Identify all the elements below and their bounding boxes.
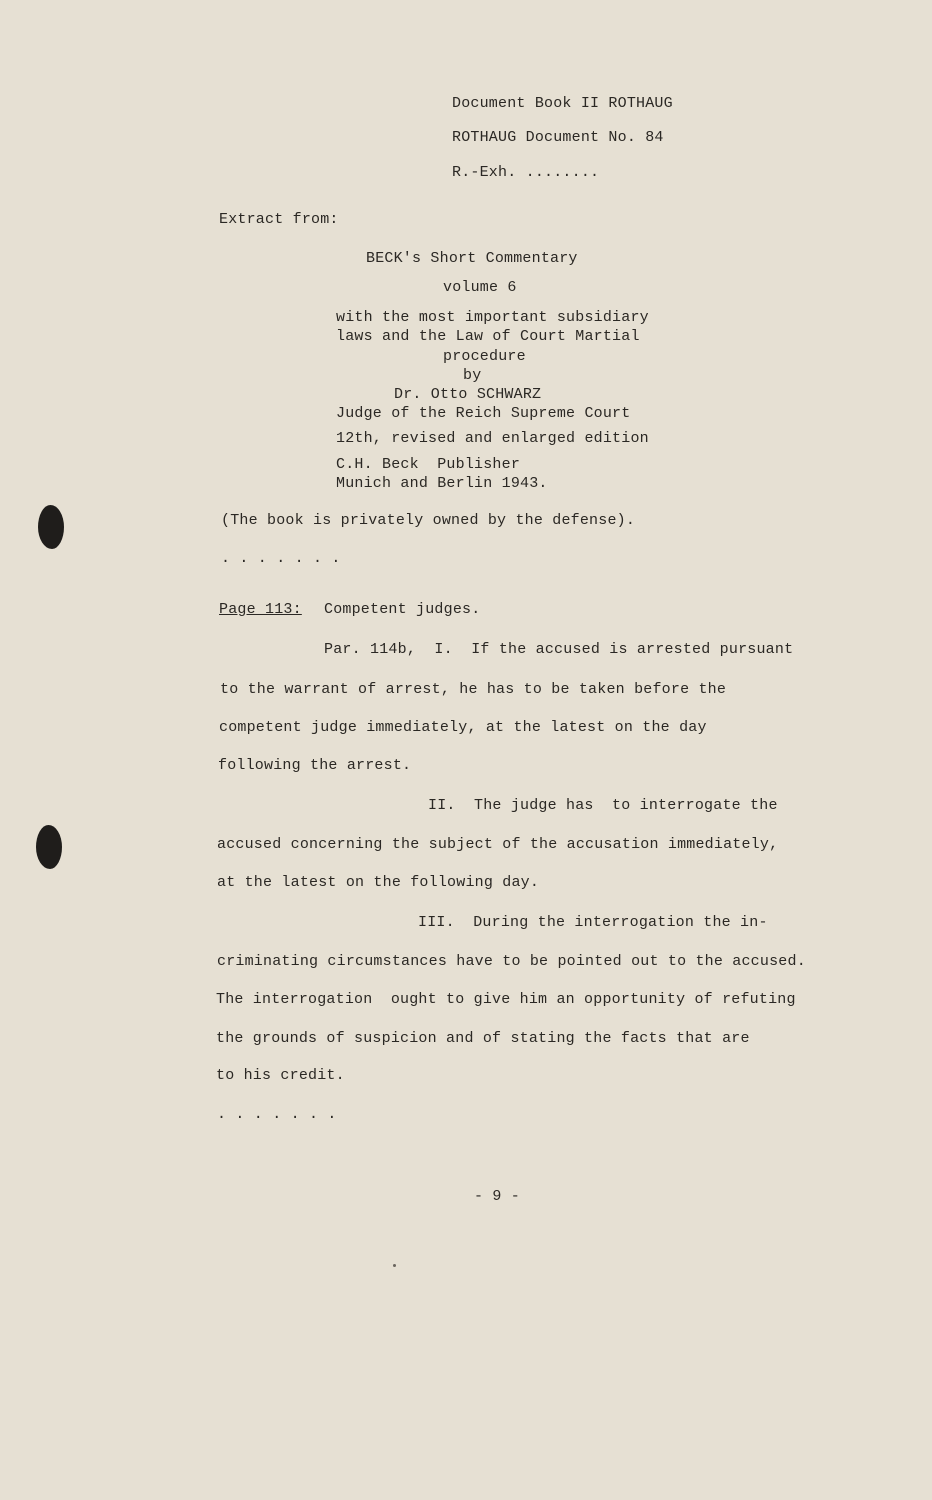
book-publisher: C.H. Beck Publisher — [336, 456, 521, 473]
body-line: Par. 114b, I. If the accused is arrested pursuant — [324, 641, 794, 658]
body-line: competent judge immediately, at the latest on the day — [219, 719, 707, 736]
header-exhibit: R.-Exh. ........ — [452, 164, 600, 181]
page-number: - 9 - — [474, 1188, 521, 1205]
header-book: Document Book II ROTHAUG — [452, 95, 673, 112]
body-line: II. The judge has to interrogate the — [428, 797, 778, 814]
body-line: criminating circumstances have to be pointed out to the accused. — [217, 953, 806, 970]
punch-hole-top — [38, 505, 64, 549]
book-edition: 12th, revised and enlarged edition — [336, 430, 649, 447]
book-desc-3: procedure — [443, 348, 526, 365]
book-volume: volume 6 — [443, 279, 517, 296]
section-heading: Competent judges. — [324, 601, 481, 618]
paper-speck — [393, 1264, 396, 1267]
book-place-year: Munich and Berlin 1943. — [336, 475, 548, 492]
body-line: The interrogation ought to give him an opportunity of refuting — [216, 991, 796, 1008]
punch-hole-bottom — [36, 825, 62, 869]
body-line: accused concerning the subject of the accusation immediately, — [217, 836, 779, 853]
ellipsis-top: . . . . . . . — [221, 550, 341, 567]
book-desc-2: laws and the Law of Court Martial — [336, 328, 640, 345]
page-reference: Page 113: — [219, 601, 302, 618]
header-doc-no: ROTHAUG Document No. 84 — [452, 129, 664, 146]
body-line: following the arrest. — [218, 757, 412, 774]
book-author: Dr. Otto SCHWARZ — [394, 386, 542, 403]
book-by: by — [463, 367, 482, 384]
ellipsis-bottom: . . . . . . . — [217, 1106, 337, 1123]
body-line: III. During the interrogation the in- — [418, 914, 768, 931]
body-line: the grounds of suspicion and of stating the facts that are — [216, 1030, 750, 1047]
body-line: at the latest on the following day. — [217, 874, 540, 891]
body-line: to the warrant of arrest, he has to be taken before the — [220, 681, 727, 698]
book-author-title: Judge of the Reich Supreme Court — [336, 405, 631, 422]
book-desc-1: with the most important subsidiary — [336, 309, 649, 326]
book-title: BECK's Short Commentary — [366, 250, 578, 267]
extract-intro: Extract from: — [219, 211, 339, 228]
ownership-note: (The book is privately owned by the defense). — [221, 512, 636, 529]
body-line: to his credit. — [216, 1067, 345, 1084]
